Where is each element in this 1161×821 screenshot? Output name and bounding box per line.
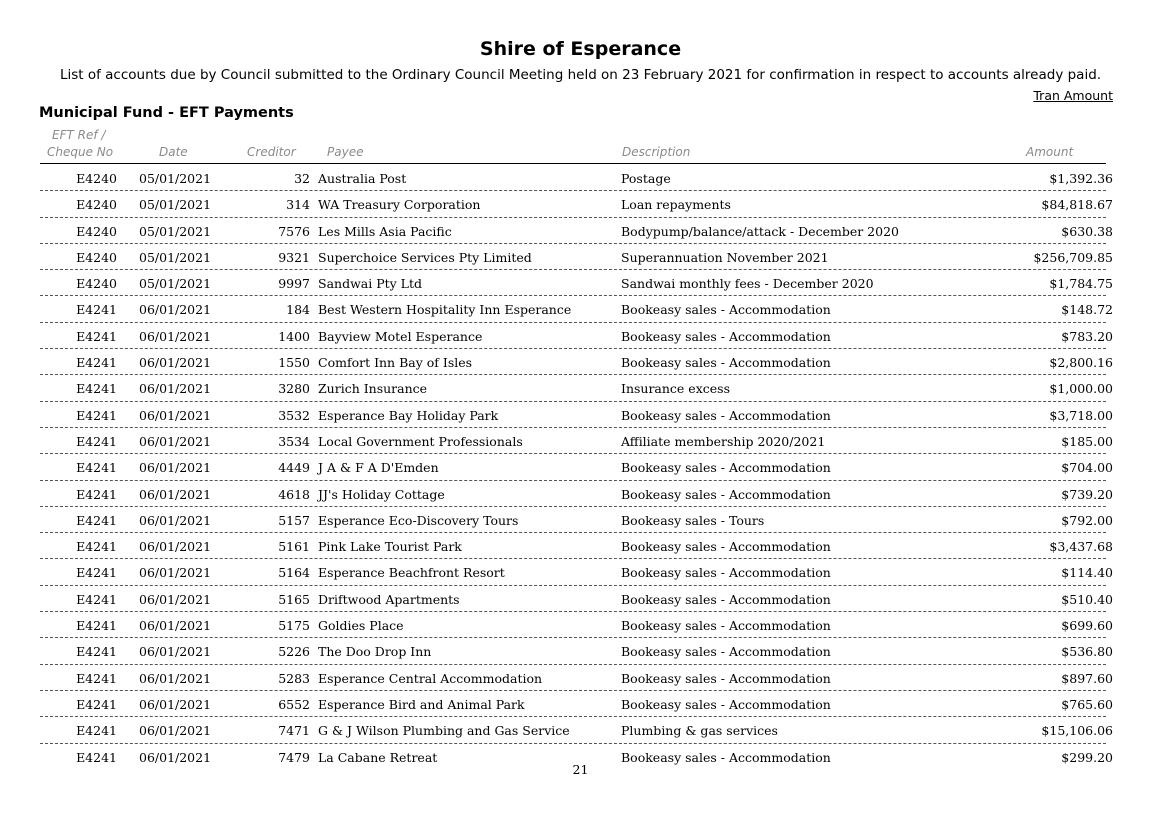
cell-date: 06/01/2021 [139, 696, 212, 712]
table-row [40, 481, 1113, 507]
cell-ref: E4241 [76, 723, 117, 739]
cell-date: 05/01/2021 [139, 197, 212, 213]
cell-amount: $185.00 [1061, 433, 1113, 449]
cell-creditor: 4618 [278, 486, 310, 502]
cell-ref: E4241 [76, 618, 117, 634]
cell-date: 06/01/2021 [139, 381, 212, 397]
cell-description: Postage [621, 171, 671, 186]
table-row [40, 454, 1113, 480]
cell-description: Bookeasy sales - Accommodation [621, 302, 831, 318]
cell-payee: Local Government Professionals [318, 433, 523, 449]
cell-creditor: 5161 [278, 539, 310, 555]
cell-creditor: 314 [286, 197, 310, 213]
table-row [40, 323, 1113, 349]
table-row [40, 191, 1113, 217]
cell-creditor: 5164 [278, 565, 310, 581]
cell-date: 06/01/2021 [139, 644, 212, 660]
cell-payee: The Doo Drop Inn [318, 644, 432, 660]
cell-creditor: 9321 [278, 249, 310, 265]
cell-payee: J A & F A D'Emden [318, 460, 439, 476]
page-subtitle: List of accounts due by Council submitted to the Ordinary Council Meeting held on 23 February 2021 for confirmation in respect to accounts already paid. [59, 67, 1102, 83]
cell-ref: E4241 [76, 591, 117, 607]
cell-description: Bookeasy sales - Accommodation [621, 644, 831, 660]
column-header-amount: Amount [1026, 145, 1074, 159]
cell-description: Affiliate membership 2020/2021 [621, 433, 826, 449]
cell-date: 06/01/2021 [139, 539, 212, 555]
cell-amount: $1,392.36 [1049, 171, 1113, 186]
cell-creditor: 5165 [278, 591, 310, 607]
cell-ref: E4241 [76, 328, 117, 344]
cell-ref: E4241 [76, 644, 117, 660]
cell-amount: $897.60 [1061, 670, 1113, 686]
cell-date: 06/01/2021 [139, 328, 212, 344]
cell-creditor: 5226 [278, 644, 310, 660]
cell-creditor: 7479 [278, 749, 310, 765]
cell-description: Plumbing & gas services [621, 723, 778, 739]
cell-payee: Goldies Place [318, 618, 404, 634]
cell-ref: E4241 [76, 696, 117, 712]
cell-ref: E4241 [76, 433, 117, 449]
cell-date: 06/01/2021 [139, 486, 212, 502]
cell-payee: Sandwai Pty Ltd [318, 276, 422, 292]
page-title: Shire of Esperance [479, 38, 682, 60]
cell-date: 06/01/2021 [139, 565, 212, 581]
cell-ref: E4241 [76, 460, 117, 476]
cell-payee: G & J Wilson Plumbing and Gas Service [318, 723, 570, 739]
cell-date: 05/01/2021 [139, 249, 212, 265]
cell-payee: La Cabane Retreat [318, 749, 438, 765]
cell-amount: $3,718.00 [1049, 407, 1113, 423]
cell-date: 05/01/2021 [139, 276, 212, 292]
cell-amount: $536.80 [1061, 644, 1113, 660]
cell-creditor: 7576 [278, 223, 310, 239]
page-number: 21 [572, 762, 589, 777]
cell-date: 06/01/2021 [139, 433, 212, 449]
column-header-payee: Payee [327, 145, 364, 159]
column-header-creditor: Creditor [247, 145, 296, 159]
cell-creditor: 32 [294, 171, 310, 186]
table-row [40, 612, 1113, 638]
cell-ref: E4240 [76, 276, 117, 292]
cell-description: Bookeasy sales - Accommodation [621, 696, 831, 712]
cell-amount: $783.20 [1061, 328, 1113, 344]
cell-amount: $3,437.68 [1049, 539, 1113, 555]
table-row [40, 218, 1113, 244]
cell-ref: E4240 [76, 249, 117, 265]
cell-description: Bookeasy sales - Accommodation [621, 591, 831, 607]
cell-description: Bookeasy sales - Accommodation [621, 486, 831, 502]
table-row [40, 428, 1113, 454]
cell-amount: $256,709.85 [1033, 249, 1113, 265]
cell-creditor: 4449 [278, 460, 310, 476]
cell-amount: $114.40 [1061, 565, 1113, 581]
table-row [40, 244, 1113, 270]
header-divider [40, 163, 1106, 164]
cell-payee: Les Mills Asia Pacific [318, 223, 452, 239]
table-row [40, 717, 1113, 743]
table-row [40, 665, 1113, 691]
cell-date: 06/01/2021 [139, 512, 212, 528]
cell-amount: $739.20 [1061, 486, 1113, 502]
table-row [40, 586, 1113, 612]
cell-amount: $792.00 [1061, 512, 1113, 528]
cell-description: Sandwai monthly fees - December 2020 [621, 276, 874, 292]
table-row [40, 559, 1113, 585]
cell-creditor: 1550 [278, 355, 310, 371]
cell-ref: E4241 [76, 670, 117, 686]
cell-ref: E4240 [76, 223, 117, 239]
cell-creditor: 3280 [278, 381, 310, 397]
cell-creditor: 6552 [278, 696, 310, 712]
cell-date: 06/01/2021 [139, 591, 212, 607]
table-row [40, 691, 1113, 717]
cell-description: Loan repayments [621, 197, 731, 213]
cell-amount: $704.00 [1061, 460, 1113, 476]
table-row [40, 402, 1113, 428]
cell-payee: Esperance Eco-Discovery Tours [318, 512, 519, 528]
table-row [40, 349, 1113, 375]
cell-payee: Australia Post [318, 171, 407, 186]
cell-description: Bookeasy sales - Accommodation [621, 565, 831, 581]
table-row [40, 638, 1113, 664]
cell-date: 05/01/2021 [139, 223, 212, 239]
cell-amount: $765.60 [1061, 696, 1113, 712]
cell-date: 06/01/2021 [139, 723, 212, 739]
cell-creditor: 184 [286, 302, 310, 318]
cell-date: 06/01/2021 [139, 302, 212, 318]
cell-date: 06/01/2021 [139, 460, 212, 476]
table-row [40, 507, 1113, 533]
cell-payee: Esperance Bay Holiday Park [318, 407, 499, 423]
payments-table [40, 165, 1113, 769]
cell-creditor: 5157 [278, 512, 310, 528]
table-row [40, 375, 1113, 401]
column-header-date: Date [159, 145, 188, 159]
cell-creditor: 3532 [278, 407, 310, 423]
cell-payee: Superchoice Services Pty Limited [318, 249, 532, 265]
cell-creditor: 7471 [278, 723, 310, 739]
cell-ref: E4241 [76, 565, 117, 581]
table-row [40, 296, 1113, 322]
cell-creditor: 5175 [278, 618, 310, 634]
cell-amount: $299.20 [1061, 749, 1113, 765]
cell-amount: $1,784.75 [1049, 276, 1113, 292]
cell-description: Bookeasy sales - Accommodation [621, 670, 831, 686]
cell-description: Bookeasy sales - Accommodation [621, 749, 831, 765]
cell-creditor: 5283 [278, 670, 310, 686]
cell-ref: E4241 [76, 512, 117, 528]
cell-creditor: 1400 [278, 328, 310, 344]
table-row [40, 533, 1113, 559]
section-title: Municipal Fund - EFT Payments [39, 105, 294, 121]
cell-amount: $1,000.00 [1049, 381, 1113, 397]
cell-amount: $630.38 [1061, 223, 1113, 239]
cell-amount: $84,818.67 [1041, 197, 1113, 213]
cell-payee: Driftwood Apartments [318, 591, 460, 607]
cell-date: 06/01/2021 [139, 355, 212, 371]
cell-amount: $148.72 [1061, 302, 1113, 318]
cell-payee: Esperance Beachfront Resort [318, 565, 505, 581]
cell-payee: JJ's Holiday Cottage [318, 486, 445, 502]
cell-payee: Zurich Insurance [318, 381, 428, 397]
column-header-ref-line2: Cheque No [47, 145, 114, 159]
cell-payee: Esperance Central Accommodation [318, 670, 543, 686]
cell-description: Superannuation November 2021 [621, 249, 829, 265]
cell-payee: WA Treasury Corporation [318, 197, 481, 213]
cell-ref: E4241 [76, 381, 117, 397]
cell-ref: E4241 [76, 302, 117, 318]
cell-payee: Comfort Inn Bay of Isles [318, 355, 473, 371]
cell-creditor: 9997 [278, 276, 310, 292]
cell-amount: $510.40 [1061, 591, 1113, 607]
cell-payee: Pink Lake Tourist Park [318, 539, 462, 555]
cell-description: Insurance excess [621, 381, 730, 397]
tran-amount-label: Tran Amount [1033, 88, 1113, 103]
cell-payee: Esperance Bird and Animal Park [318, 696, 525, 712]
cell-description: Bookeasy sales - Accommodation [621, 328, 831, 344]
column-header-description: Description [622, 145, 691, 159]
cell-payee: Best Western Hospitality Inn Esperance [318, 302, 572, 318]
cell-date: 06/01/2021 [139, 670, 212, 686]
cell-ref: E4241 [76, 355, 117, 371]
cell-description: Bookeasy sales - Accommodation [621, 539, 831, 555]
table-row [40, 270, 1113, 296]
cell-description: Bookeasy sales - Accommodation [621, 618, 831, 634]
cell-payee: Bayview Motel Esperance [318, 328, 483, 344]
cell-creditor: 3534 [278, 433, 310, 449]
table-row [40, 165, 1113, 191]
cell-ref: E4241 [76, 749, 117, 765]
cell-ref: E4240 [76, 171, 117, 186]
cell-ref: E4241 [76, 407, 117, 423]
cell-date: 06/01/2021 [139, 618, 212, 634]
cell-date: 05/01/2021 [139, 171, 212, 186]
cell-ref: E4241 [76, 486, 117, 502]
cell-amount: $2,800.16 [1049, 355, 1113, 371]
column-header-ref-line1: EFT Ref / [52, 128, 106, 142]
cell-description: Bookeasy sales - Accommodation [621, 460, 831, 476]
cell-description: Bookeasy sales - Accommodation [621, 407, 831, 423]
cell-description: Bookeasy sales - Tours [621, 512, 765, 528]
cell-date: 06/01/2021 [139, 407, 212, 423]
cell-date: 06/01/2021 [139, 749, 212, 765]
cell-amount: $15,106.06 [1041, 723, 1113, 739]
cell-description: Bodypump/balance/attack - December 2020 [621, 223, 899, 239]
cell-description: Bookeasy sales - Accommodation [621, 355, 831, 371]
cell-amount: $699.60 [1061, 618, 1113, 634]
cell-ref: E4240 [76, 197, 117, 213]
cell-ref: E4241 [76, 539, 117, 555]
